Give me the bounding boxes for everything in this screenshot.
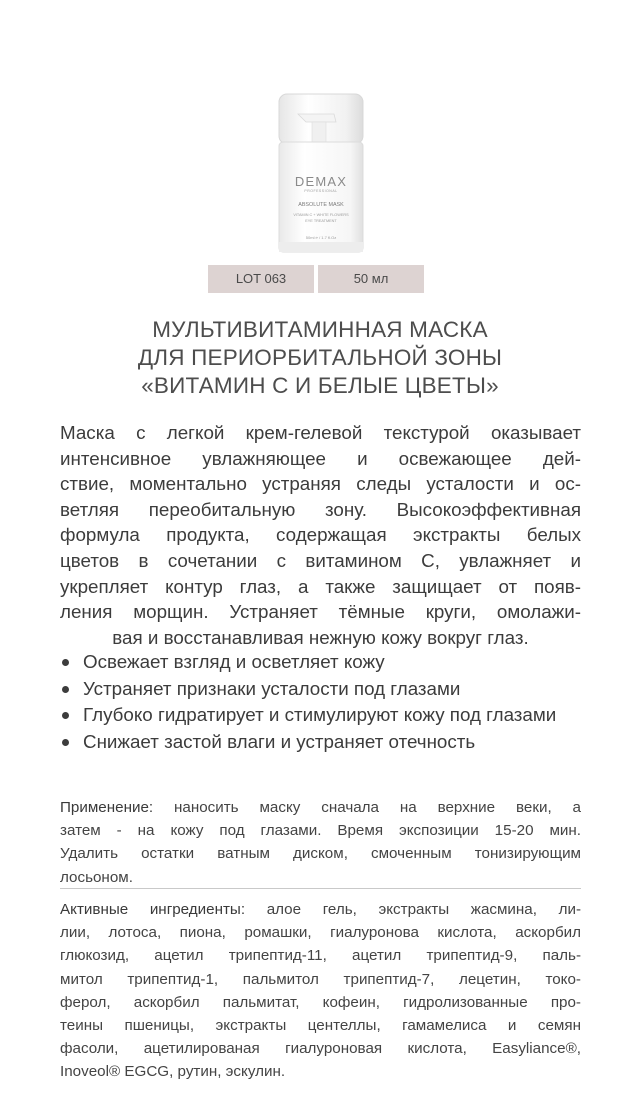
ingredients-line: лии, лотоса, пиона, ромашки, гиалуронова кислота, аскорбил [60,924,581,942]
list-item [60,703,581,726]
benefit-text: Устраняет признаки усталости под глазами [83,677,461,699]
ingredients-line: теины пшеницы, экстракты центеллы, гамамелиса и семян [60,1016,581,1034]
usage-line: лосьоном. [60,868,133,886]
description-line: вая и восстанавливая нежную кожу вокруг глаз. [112,626,529,648]
usage-line: затем - на кожу под глазами. Время экспозиции 15-20 мин. [60,822,581,840]
ingredients-line: глюкозид, ацетил трипептид-11, ацетил трипептид-9, паль- [60,947,581,965]
ingredients-line: Inoveol® EGCG, рутин, эскулин. [60,1063,286,1081]
list-item [60,677,581,700]
product-volume: 50 мл [318,265,424,293]
jar-line-1: VITAMIN C + WHITE FLOWERS [293,213,349,217]
bullet-icon [62,712,69,719]
description-line: Маска с легкой крем-гелевой текстурой оказывает [60,422,581,443]
description-line: цветов в сочетании с витамином С, увлажняет и [60,549,581,571]
lot-code: LOT 063 [208,265,314,293]
lot-volume-row [208,265,424,293]
benefits-list [60,650,581,756]
title-line-3: «ВИТАМИН С И БЕЛЫЕ ЦВЕТЫ» [141,373,499,398]
title-line-2: ДЛЯ ПЕРИОРБИТАЛЬНОЙ ЗОНЫ [137,345,503,370]
benefit-text: Глубоко гидратирует и стимулируют кожу под глазами [83,704,557,725]
title-line-1: МУЛЬТИВИТАМИННАЯ МАСКА [152,317,488,342]
list-item [60,650,581,673]
section-divider [60,888,581,889]
bullet-icon [62,686,69,693]
ingredients-label: Активные ингредиенты: [60,901,246,918]
product-image [276,92,366,257]
ingredients-line [60,898,581,921]
jar-line-2: EYE TREATMENT [305,219,337,223]
usage-label: Применение: [60,799,154,816]
description-line: ствие, моментально устраняя следы усталости и ос- [60,473,581,495]
description-line: ления морщин. Устраняет тёмные круги, омолажи- [60,601,581,623]
usage-line [60,796,581,819]
benefit-text: Освежает взгляд и осветляет кожу [83,651,385,672]
jar-volume: 50ml ℮ / 1.7 fl.Oz [305,235,337,240]
description-line: ветляя переобитальную зону. Высокоэффективная [60,498,581,520]
product-description [60,420,581,650]
description-line: укрепляет контур глаз, а также защищает от появ- [60,575,581,597]
product-title [0,316,640,400]
bullet-icon [62,659,69,666]
description-line: интенсивное увлажняющее и освежающее дей- [60,447,581,469]
brand-logo: DEMAX [294,174,348,189]
usage-line: Удалить остатки ватным диском, смоченным тонизирующим [60,845,581,863]
bullet-icon [62,739,69,746]
description-line: формула продукта, содержащая экстракты белых [60,524,581,546]
ingredients-text: алое гель, экстракты жасмина, ли- [245,901,581,918]
ingredients-line: ферол, аскорбил пальмитат, кофеин, гидролизованные про- [60,993,581,1011]
ingredients-line: фасоли, ацетилированая гиалуроновая кислота, Easyliance®, [60,1040,581,1058]
brand-sub: PROFESSIONAL [304,189,338,193]
ingredients-section [60,898,581,1084]
list-item [60,730,581,753]
ingredients-line: митол трипептид-1, пальмитол трипептид-7, лецетин, токо- [60,970,581,988]
usage-text: наносить маску сначала на верхние веки, а [153,799,581,816]
jar-product-name: ABSOLUTE MASK [298,202,344,208]
benefit-text: Снижает застой влаги и устраняет отечность [83,730,476,752]
usage-section [60,796,581,889]
